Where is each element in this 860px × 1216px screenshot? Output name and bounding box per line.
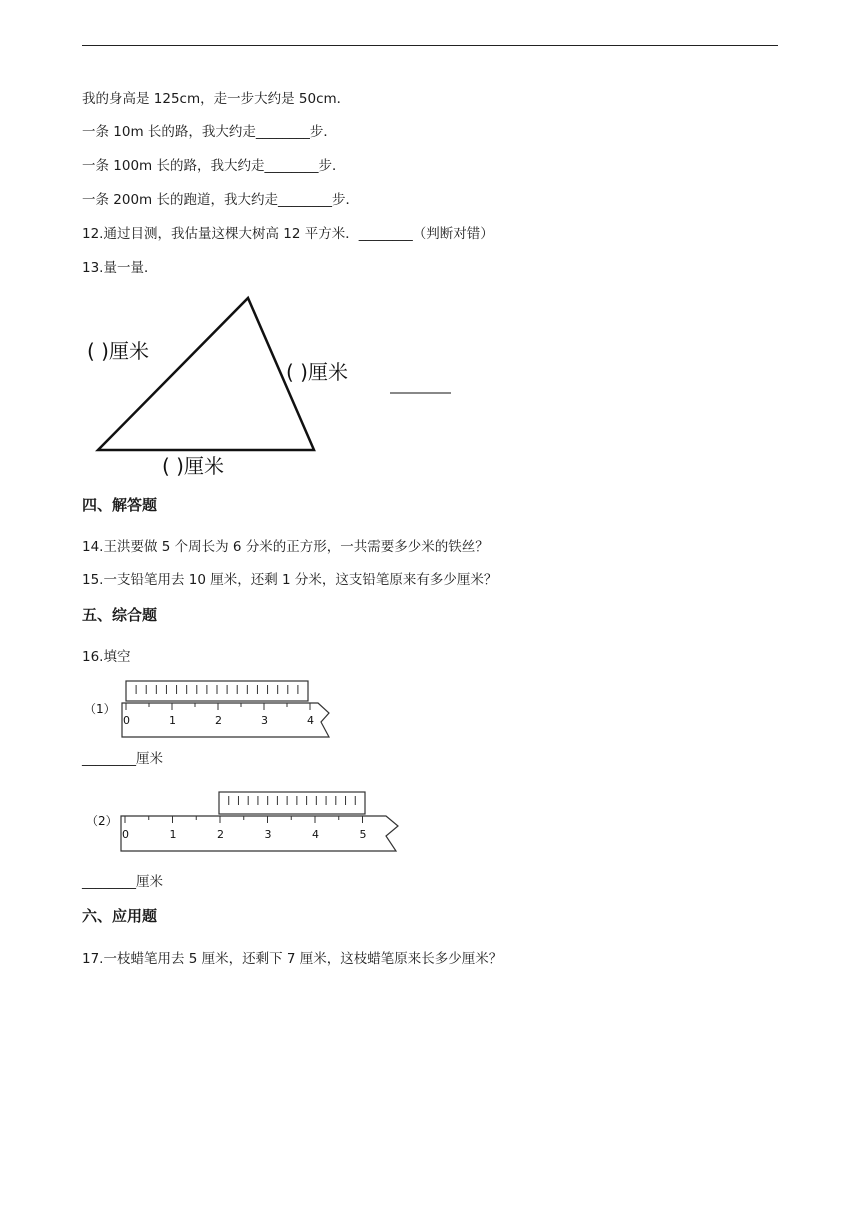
part-1-answer: ________厘米 [82,751,163,767]
ruler-2-body [121,816,398,851]
ruler-2-part-label: （2） [86,814,118,828]
ruler-1-tick-label: 3 [261,714,268,727]
question-14: 14.王洪要做 5 个周长为 6 分米的正方形，一共需要多少米的铁丝？ [82,539,489,555]
section-6-heading: 六、应用题 [82,907,158,925]
ruler-1-part-label: （1） [84,702,116,716]
question-17: 17.一枝蜡笔用去 5 厘米，还剩下 7 厘米，这枝蜡笔原来长多少厘米？ [82,951,503,967]
ruler-2-scale [122,816,367,841]
ruler-2-tick-label: 1 [169,828,177,841]
ruler-1-tick-label: 4 [307,714,314,727]
ruler-1-tick-label: 1 [169,714,176,727]
ruler-2-tick-label: 4 [312,828,319,841]
ruler-2-object-ticks [229,796,356,805]
intro-line-10m: 一条 10m 长的路，我大约走________步． [82,124,337,140]
intro-line-100m: 一条 100m 长的路，我大约走________步． [82,158,346,174]
intro-line-height: 我的身高是 125cm，走一步大约是 50cm． [82,91,351,107]
triangle-label-right: ( )厘米 [286,360,348,384]
intro-line-200m: 一条 200m 长的跑道，我大约走________步． [82,192,360,208]
question-12: 12.通过目测，我估量这棵大树高 12 平方米．________（判断对错） [82,226,494,242]
ruler-2-tick-label: 5 [359,828,367,841]
ruler-1-tick-label: 2 [215,714,222,727]
section-4-heading: 四、解答题 [82,496,158,514]
ruler-2-tick-label: 3 [264,828,272,841]
part-2-answer: ________厘米 [82,874,163,890]
question-13: 13.量一量． [82,260,158,276]
ruler-2-object [219,792,365,814]
triangle-label-left: ( )厘米 [87,339,149,363]
ruler-1-tick-label: 0 [123,714,130,727]
question-16: 16.填空 [82,649,131,665]
ruler-2-tick-label: 0 [122,828,129,841]
section-5-heading: 五、综合题 [82,606,158,624]
ruler-2-tick-label: 2 [217,828,224,841]
question-15: 15.一支铅笔用去 10 厘米，还剩 1 分米，这支铅笔原来有多少厘米？ [82,572,498,588]
triangle-label-bottom: ( )厘米 [162,454,224,478]
